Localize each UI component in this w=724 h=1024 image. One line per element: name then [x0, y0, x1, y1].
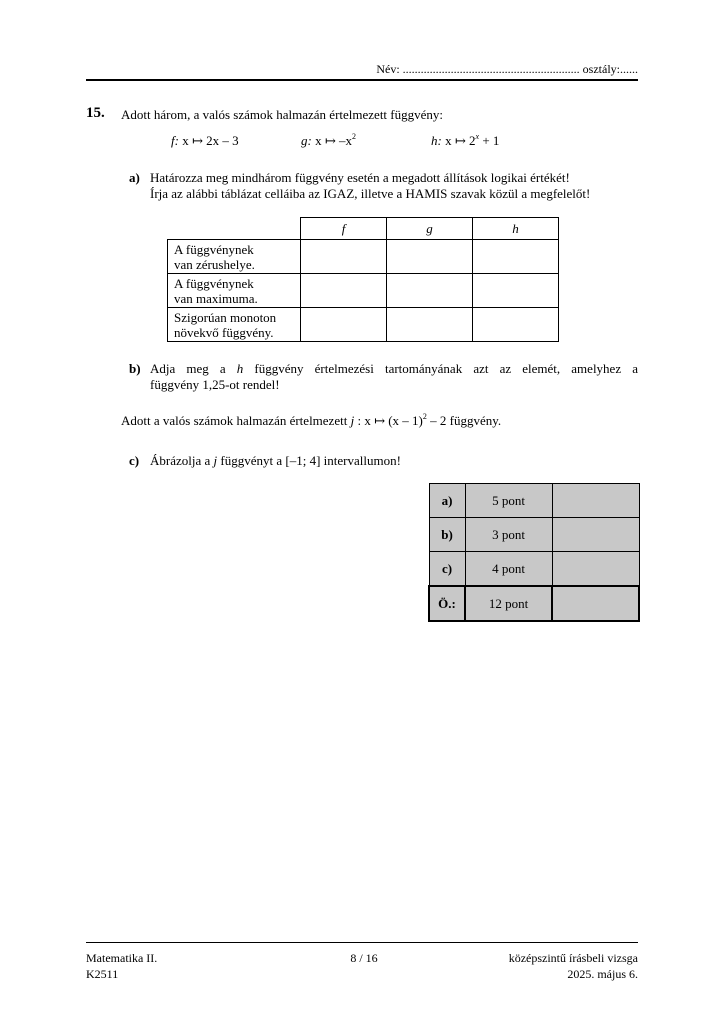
problem-number: 15. — [86, 105, 105, 121]
question-a-label: a) — [129, 170, 140, 185]
function-f-name: f: — [171, 133, 179, 148]
question-c-label: c) — [129, 453, 140, 468]
truth-table-row — [168, 240, 559, 274]
footer-exam-type: középszintű írásbeli vizsga — [508, 951, 638, 965]
score-total-earned-cell[interactable] — [552, 586, 639, 621]
row-label-line1: A függvénynek — [174, 241, 254, 257]
function-j-definition — [121, 413, 501, 429]
row-label-line2: van maximuma. — [174, 290, 258, 306]
question-c-text — [150, 453, 401, 469]
score-total-points: 12 pont — [465, 586, 552, 621]
function-h-exponent: x — [475, 132, 480, 141]
question-b-text-a: Adja meg a — [150, 361, 237, 376]
truth-table-header-row — [168, 218, 559, 240]
answer-cell-f-monotone[interactable] — [301, 308, 387, 342]
score-label: a) — [429, 484, 465, 518]
jdef-fn: j — [350, 413, 355, 428]
jdef-expr: x ↦ (x – 1) — [364, 413, 423, 428]
truth-table-corner — [168, 218, 301, 240]
question-c-fn: j — [213, 453, 218, 468]
function-g-exponent: 2 — [352, 132, 356, 141]
problem-intro: Adott három, a valós számok halmazán értelmezett függvény: — [121, 107, 443, 122]
question-b-text-b: függvény értelmezési tartományának azt az elemét, amelyhez a — [243, 361, 638, 376]
function-f-expr: x ↦ 2x – 3 — [182, 133, 239, 148]
truth-table-row — [168, 274, 559, 308]
row-label-monotone — [168, 308, 301, 342]
jdef-exponent: 2 — [422, 412, 427, 421]
score-points: 4 pont — [465, 552, 552, 587]
function-h — [431, 133, 499, 149]
score-total-row — [429, 586, 639, 621]
answer-cell-h-maximum[interactable] — [473, 274, 559, 308]
footer-date: 2025. május 6. — [567, 967, 638, 981]
jdef-post: függvény. — [446, 413, 502, 428]
truth-table-row — [168, 308, 559, 342]
function-g-name: g: — [301, 133, 312, 148]
row-label-line1: Szigorúan monoton — [174, 309, 277, 325]
name-class-field: Név: ........................................................... osztály:...... — [376, 62, 638, 76]
answer-cell-f-maximum[interactable] — [301, 274, 387, 308]
jdef-pre: Adott a valós számok halmazán értelmezett — [121, 413, 351, 428]
row-label-maximum — [168, 274, 301, 308]
footer-page-number: 8 / 16 — [350, 951, 378, 965]
column-header-g: g — [387, 218, 473, 240]
question-b-text-line1 — [150, 361, 638, 377]
function-h-expr: x ↦ 2 — [445, 133, 476, 148]
score-row — [429, 484, 639, 518]
row-label-line2: növekvő függvény. — [174, 324, 274, 340]
score-earned-cell[interactable] — [552, 518, 639, 552]
answer-cell-g-maximum[interactable] — [387, 274, 473, 308]
answer-cell-f-zero[interactable] — [301, 240, 387, 274]
row-label-line2: van zérushelye. — [174, 256, 255, 272]
row-label-zero — [168, 240, 301, 274]
footer-code: K2511 — [86, 967, 119, 981]
score-label: c) — [429, 552, 465, 587]
answer-cell-g-zero[interactable] — [387, 240, 473, 274]
function-f — [171, 133, 239, 149]
score-row — [429, 518, 639, 552]
score-points: 5 pont — [465, 484, 552, 518]
question-c-post: függvényt a [–1; 4] intervallumon! — [217, 453, 401, 468]
answer-cell-h-monotone[interactable] — [473, 308, 559, 342]
function-g-expr: x ↦ –x — [315, 133, 352, 148]
score-total-label: Ö.: — [429, 586, 465, 621]
score-points: 3 pont — [465, 518, 552, 552]
question-b-label: b) — [129, 361, 141, 376]
jdef-mid: : — [354, 413, 365, 428]
function-h-tail: + 1 — [479, 133, 500, 148]
question-a-text-line1: Határozza meg mindhárom függvény esetén a megadott állítások logikai értékét! — [150, 170, 570, 185]
score-earned-cell[interactable] — [552, 552, 639, 587]
question-c-pre: Ábrázolja a — [150, 453, 214, 468]
answer-cell-h-zero[interactable] — [473, 240, 559, 274]
jdef-tail: – 2 — [426, 413, 447, 428]
score-table — [428, 483, 640, 622]
footer-divider — [86, 942, 638, 943]
score-label: b) — [429, 518, 465, 552]
score-earned-cell[interactable] — [552, 484, 639, 518]
question-b-text-line2: függvény 1,25-ot rendel! — [150, 377, 280, 392]
answer-cell-g-monotone[interactable] — [387, 308, 473, 342]
column-header-h: h — [473, 218, 559, 240]
truth-table — [167, 217, 559, 342]
footer-subject: Matematika II. — [86, 951, 158, 965]
row-label-line1: A függvénynek — [174, 275, 254, 291]
function-g — [301, 133, 356, 149]
function-h-name: h: — [431, 133, 442, 148]
column-header-f: f — [301, 218, 387, 240]
question-b-var: h — [236, 361, 244, 376]
score-row — [429, 552, 639, 587]
header-divider — [86, 79, 638, 81]
question-a-text-line2: Írja az alábbi táblázat celláiba az IGAZ, illetve a HAMIS szavak közül a megfelelőt! — [150, 186, 591, 201]
